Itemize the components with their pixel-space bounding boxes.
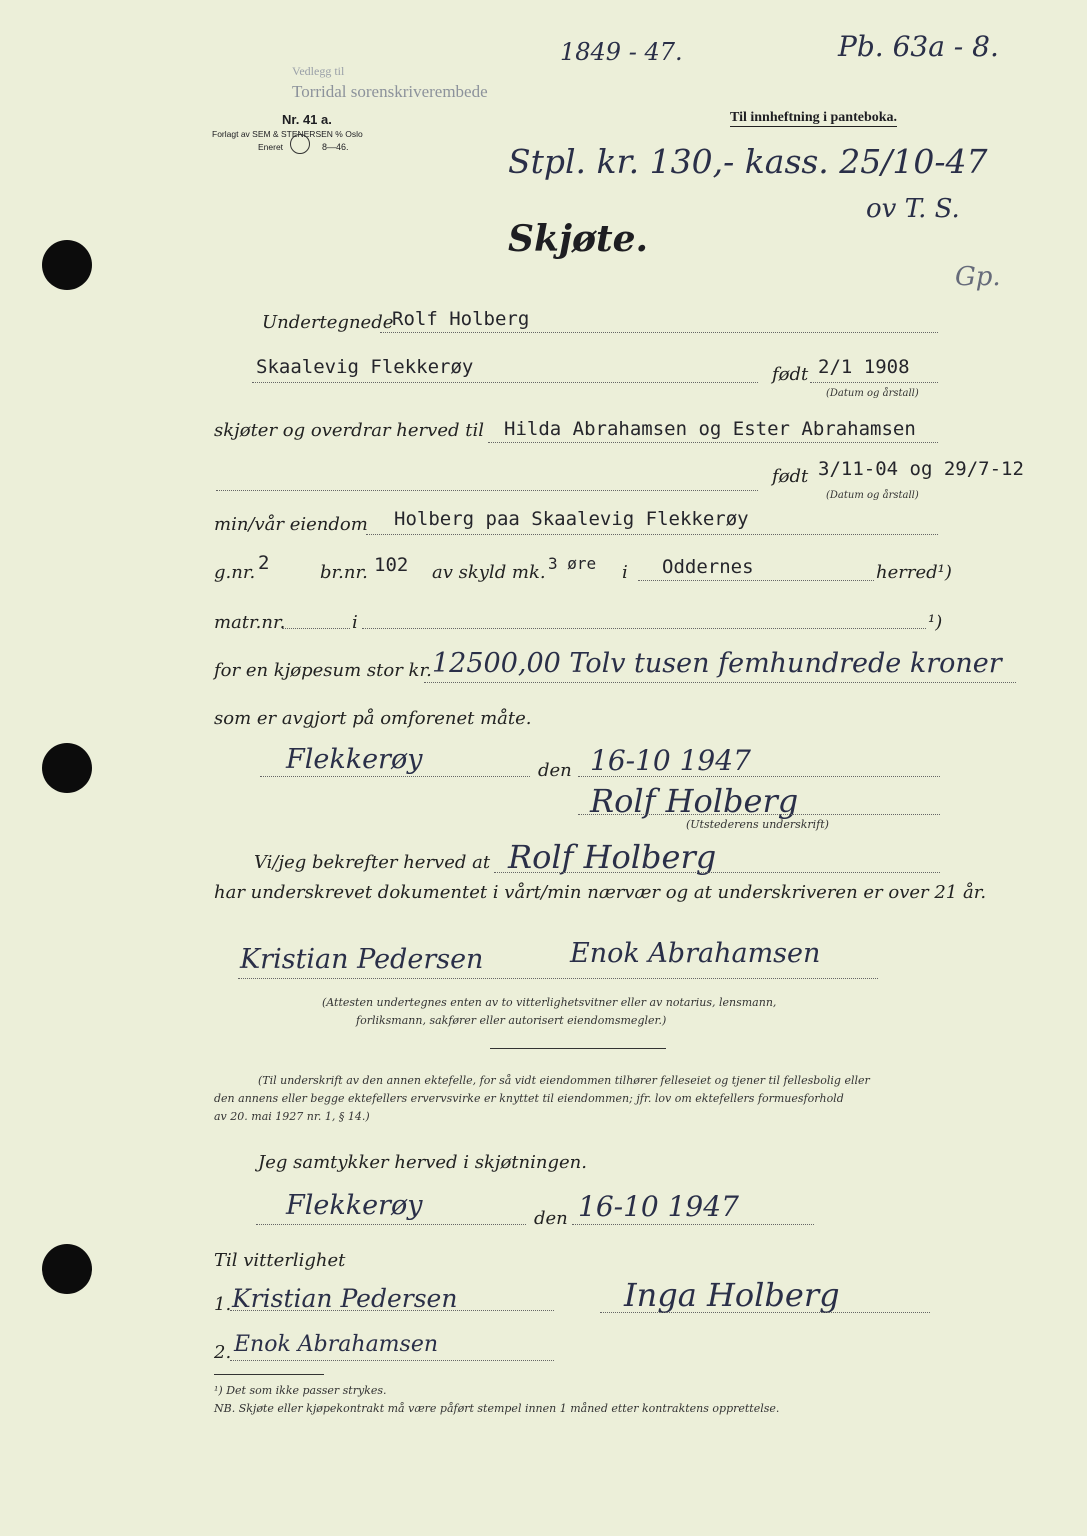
footnote-1: ¹) Det som ikke passer strykes. xyxy=(214,1384,387,1397)
consent-witness2: Enok Abrahamsen xyxy=(234,1332,439,1357)
consent-witness1: Kristian Pedersen xyxy=(232,1284,458,1313)
seller-date-hint: (Datum og årstall) xyxy=(826,388,919,399)
form-date: 8—46. xyxy=(322,142,349,152)
signature-label: (Utstederens underskrift) xyxy=(686,818,829,831)
attest-note2: forliksmann, sakfører eller autorisert eiendomsmegler.) xyxy=(356,1014,667,1027)
gnr-value: 2 xyxy=(258,552,270,574)
attest-line xyxy=(494,872,940,873)
binder-hole xyxy=(42,743,92,793)
property-label: min/vår eiendom xyxy=(214,514,368,535)
municipality-i: i xyxy=(622,562,628,583)
footnote-rule xyxy=(214,1374,324,1375)
skyld-label: av skyld mk. xyxy=(432,562,546,583)
consent-text: Jeg samtykker herved i skjøtningen. xyxy=(258,1152,587,1173)
checkmark: Gp. xyxy=(955,262,1001,292)
binder-hole xyxy=(42,1244,92,1294)
publisher: Forlagt av SEM & STENERSEN % Oslo xyxy=(212,129,363,139)
bnr-label: br.nr. xyxy=(320,562,368,583)
buyer-names: Hilda Abrahamsen og Ester Abrahamsen xyxy=(504,418,916,440)
fee-note: Stpl. kr. 130,- kass. 25/10-47 xyxy=(508,142,988,181)
price-amount: 12500,00 Tolv tusen femhundrede kroner xyxy=(432,648,1002,679)
conveyance-text: skjøter og overdrar herved til xyxy=(214,420,484,441)
date-line xyxy=(578,776,940,777)
spouse-note2: den annens eller begge ektefellers ervervsvirke er knyttet til eiendommen; jfr. lov om ektefellers formuesforhold xyxy=(214,1092,844,1105)
matr-line xyxy=(282,628,350,629)
attest-name: Rolf Holberg xyxy=(508,838,717,876)
seller-line xyxy=(380,332,938,333)
attest-text: har underskrevet dokumentet i vårt/min nærvær og at underskriveren er over 21 år. xyxy=(214,882,987,903)
spouse-signature-line xyxy=(600,1312,930,1313)
clerk-initials: ov T. S. xyxy=(866,194,960,224)
stamp-line2: Torridal sorenskriverembede xyxy=(292,82,488,101)
seller-name: Rolf Holberg xyxy=(392,308,530,330)
consent-place: Flekkerøy xyxy=(286,1190,423,1221)
consent-date: 16-10 1947 xyxy=(578,1190,739,1223)
consent-date-line xyxy=(572,1224,814,1225)
bnr-value: 102 xyxy=(374,554,409,576)
municipality-line xyxy=(638,580,874,581)
herred-label: herred¹) xyxy=(876,562,952,583)
signing-place: Flekkerøy xyxy=(286,744,423,775)
settled-text: som er avgjort på omforenet måte. xyxy=(214,708,532,729)
attest-label: Vi/jeg bekrefter herved at xyxy=(254,852,491,873)
matr-label: matr.nr. xyxy=(214,612,286,633)
born-line xyxy=(810,382,938,383)
gnr-label: g.nr. xyxy=(214,562,256,583)
attachment-note: Til innheftning i panteboka. xyxy=(730,110,898,125)
spouse-note1: (Til underskrift av den annen ektefelle, for så vidt eiendommen tilhører felleseiet og tjener til fellesbolig eller xyxy=(258,1074,870,1087)
witness-line xyxy=(238,978,878,979)
spouse-note3: av 20. mai 1927 nr. 1, § 14.) xyxy=(214,1110,370,1123)
signing-den: den xyxy=(538,760,572,781)
price-line xyxy=(424,682,1016,683)
property-name: Holberg paa Skaalevig Flekkerøy xyxy=(394,508,749,530)
witness1-signature: Kristian Pedersen xyxy=(240,944,484,975)
municipality: Oddernes xyxy=(662,556,754,578)
consent-w1-line xyxy=(230,1310,554,1311)
copyright: Eneret xyxy=(258,142,284,152)
form-number: Nr. 41 a. xyxy=(282,112,332,127)
document-title: Skjøte. xyxy=(508,218,649,260)
registry-number: 1849 - 47. xyxy=(560,38,683,66)
signing-date: 16-10 1947 xyxy=(590,744,751,777)
buyer-born-dates: 3/11-04 og 29/7-12 xyxy=(818,458,1024,480)
seller-address: Skaalevig Flekkerøy xyxy=(256,356,474,378)
price-label: for en kjøpesum stor kr. xyxy=(214,660,432,681)
buyers-line-2 xyxy=(216,490,758,491)
matr-i: i xyxy=(352,612,358,633)
consent-w2-line xyxy=(230,1360,554,1361)
witness1-number: 1. xyxy=(214,1294,232,1315)
buyer-born-label: født xyxy=(772,466,809,487)
attest-note1: (Attesten undertegnes enten av to vitterlighetsvitner eller av notarius, lensmann, xyxy=(322,996,777,1009)
spouse-signature: Inga Holberg xyxy=(624,1276,840,1314)
seller-born-label: født xyxy=(772,364,809,385)
binder-hole xyxy=(42,240,92,290)
matr-line-2 xyxy=(362,628,926,629)
matr-end: ¹) xyxy=(928,612,943,633)
seller-born-date: 2/1 1908 xyxy=(818,356,910,378)
address-line xyxy=(252,382,758,383)
witness2-signature: Enok Abrahamsen xyxy=(570,938,821,969)
page-reference: Pb. 63a - 8. xyxy=(838,30,999,63)
witness2-number: 2. xyxy=(214,1342,232,1363)
separator xyxy=(490,1048,666,1049)
seller-label: Undertegnede xyxy=(262,312,394,333)
seller-signature: Rolf Holberg xyxy=(590,782,799,820)
footnote-2: NB. Skjøte eller kjøpekontrakt må være påført stempel innen 1 måned etter kontraktens opprettelse. xyxy=(214,1402,780,1415)
consent-den: den xyxy=(534,1208,568,1229)
property-line xyxy=(366,534,938,535)
skyld-value: 3 øre xyxy=(548,554,597,573)
signature-line xyxy=(578,814,940,815)
witness-heading: Til vitterlighet xyxy=(214,1250,346,1271)
consent-place-line xyxy=(256,1224,526,1225)
buyers-line xyxy=(488,442,938,443)
place-line xyxy=(260,776,530,777)
stamp-line1: Vedlegg til xyxy=(292,64,345,78)
buyer-date-hint: (Datum og årstall) xyxy=(826,490,919,501)
publisher-logo xyxy=(290,134,310,154)
